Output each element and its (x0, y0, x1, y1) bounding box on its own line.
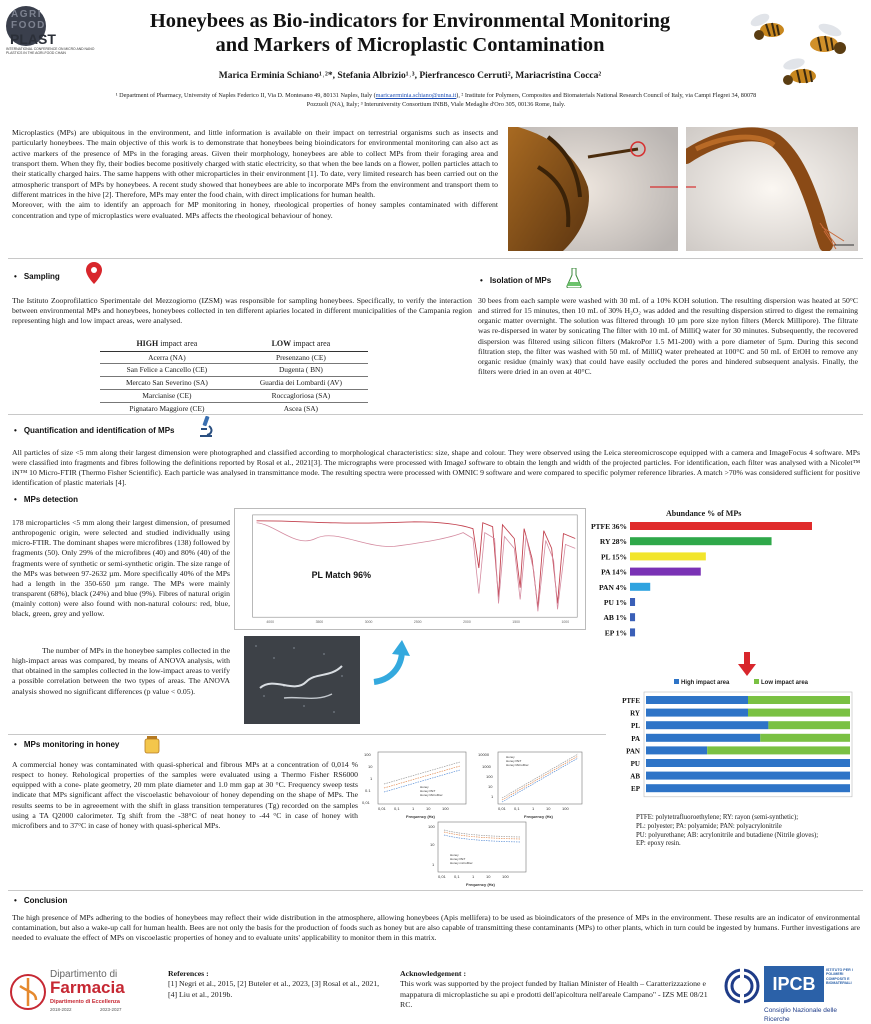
table-row: San Felice a Cancello (CE) Dugenta ( BN) (100, 364, 368, 377)
stacked-bar-segment (768, 721, 850, 729)
svg-text:0,01: 0,01 (438, 874, 446, 879)
rheology-gdoubleprime-chart (476, 748, 588, 822)
abundance-bar (630, 583, 650, 591)
svg-text:Frequency (Hz): Frequency (Hz) (524, 814, 553, 819)
abundance-bar (630, 552, 706, 560)
stacked-category-label: PA (631, 734, 640, 743)
abundance-category-label: PTFE 36% (590, 522, 627, 531)
farmacia-logo: Dipartimento di Farmacia Dipartimento di Eccellenza 2018-2022 2023-2027 (10, 966, 158, 1018)
stacked-category-label: PL (631, 722, 640, 731)
stacked-bar-segment (646, 784, 850, 792)
svg-text:10: 10 (486, 874, 491, 879)
stacked-bar-segment (646, 759, 850, 767)
abundance-category-label: AB 1% (603, 613, 627, 623)
svg-text:10: 10 (488, 784, 493, 789)
stacked-bar-segment (748, 709, 850, 717)
svg-text:1: 1 (412, 806, 415, 811)
sampling-heading: • Sampling (14, 272, 60, 281)
svg-text:100: 100 (486, 774, 493, 779)
abundance-bar (630, 613, 635, 621)
svg-text:10: 10 (426, 806, 431, 811)
quantification-text: All particles of size <5 mm along their largest dimension were photographed and classified according to morphological characteristics: size, shape and colour. They were observed using the Leica stereomicroscope equipped with a camera and ImageFocus 4 software. MPs were classified into fragments and fibres following the definitions reported by Rosal et al., 2021[3]. The micrographs were processed with ImageJ software to obtain the length and width of the projected particles. For identification, each filter was analysed with a Nicolet™ iN™ 10 Micro-FTIR (Thermo Fisher Scientific). Each particle was analysed in transmittance mode. The resulting spectra were processed with OMNIC 9 software and were compared to specific polymer reference libraries. A match >70% was considered sufficient for positive identification of plastic materials [4]. (12, 448, 860, 488)
abundance-bar-chart (590, 520, 846, 646)
abundance-category-label: PAN 4% (599, 582, 627, 592)
svg-text:1000: 1000 (561, 620, 570, 625)
table-row: Pignataro Maggiore (CE) Ascea (SA) (100, 402, 368, 415)
honeybee-icon (746, 8, 790, 48)
svg-text:10: 10 (546, 806, 551, 811)
svg-text:4000: 4000 (266, 620, 275, 625)
rheology-gprime-chart (360, 748, 472, 822)
legend-swatch (674, 679, 679, 684)
stacked-category-label: RY (630, 709, 640, 718)
quantification-heading: • Quantification and identification of MPs (14, 426, 175, 435)
svg-text:100: 100 (428, 824, 435, 829)
svg-text:100: 100 (562, 806, 569, 811)
abbreviations-legend: PTFE: polytetrafluoroethylene; RY: rayon (semi-synthetic); PL: polyester; PA: polyamide; PAN: polyacrylonitrile PU: polyurethane; AB: acrylonitrile and butadiene (Nitrile gloves); EP: epoxy resin. (636, 814, 819, 848)
svg-text:0,01: 0,01 (498, 806, 506, 811)
impact-legend (674, 679, 809, 686)
svg-text:10: 10 (430, 842, 435, 847)
ftir-spectrum-chart (234, 508, 586, 630)
svg-text:10: 10 (368, 764, 373, 769)
references: References : [1] Negri et al., 2015, [2] Buteler et al., 2023, [3] Rosal et al., 2021, [4] Liu et al., 2019b. (168, 969, 380, 999)
svg-text:1: 1 (472, 874, 475, 879)
high-impact-header: HIGH impact area (100, 338, 234, 351)
cnr-emblem-icon (724, 968, 760, 1004)
divider (8, 258, 863, 259)
divider (8, 734, 606, 735)
low-impact-header: LOW impact area (234, 338, 368, 351)
svg-text:Honey: Honey (420, 785, 429, 789)
svg-text:100: 100 (364, 752, 371, 757)
svg-text:0,1: 0,1 (394, 806, 400, 811)
stacked-bar-segment (646, 696, 748, 704)
detection-anova-text: The number of MPs in the honeybee samples collected in the high-impact areas was compared, by means of ANOVA analysis, with that obtained in the samples collected in the low-impact areas to verify a possible correlation between the two types of areas. The ANOVA analysis showed no significant differences (p value < 0.05). (12, 646, 230, 696)
svg-text:100: 100 (442, 806, 449, 811)
svg-text:1: 1 (432, 862, 435, 867)
stacked-bar-segment (760, 734, 850, 742)
affiliations: ¹ Department of Pharmacy, University of Naples Federico II, Via D. Montesano 49, 80131 Naples, Italy (maricaerminia.schiano@unina.it), ² Institute for Polymers, Composites and Biomaterials National Research Council of Italy, via Campi Flegrei 34, 80078 Pozzuoli (NA), Italy; ³ Interuniversity Consortium INBB, Viale Medaglie d'Oro 305, 00136 Rome, Italy. (115, 92, 757, 108)
bee-leg-micrograph (508, 127, 678, 251)
divider (8, 414, 863, 415)
poster-title: Honeybees as Bio-indicators for Environmental Monitoring and Markers of Microplastic Contamination (149, 10, 671, 56)
farmacia-emblem-icon (10, 970, 46, 1014)
abundance-category-label: PU 1% (603, 598, 627, 607)
authors-line: Marica Erminia Schiano¹˒²*, Stefania Albrizio¹˒³, Pierfrancesco Cerruti², Mariacristina Cocca² (218, 71, 602, 81)
abundance-bar (630, 568, 701, 576)
abundance-category-label: EP 1% (604, 628, 627, 638)
monitoring-text: A commercial honey was contaminated with quasi-spherical and fibrous MPs at a concentration of 0,014 % respect to honey. Rehological properties of the samples were evaluated using a Thermo Fisher RS6000 equipped with a cone- plate geometry, 20 mm plate diameter and 1.0 mm gap at 30 °C. Frequency sweep tests indicate that MPs significant affect the viscoelastic behavoiour of honey depending on the shape of MPs. The results seems to be in agreeement with the shift in glass transition temperatures (Tg) recorded on the samples using a TA Q2000 calorimeter. Tg shift from the -38°C of neat honey to -44 °C in case of honey with microfibers and to 37°C in case of honey with quasi-spherical MPs. (12, 760, 358, 830)
stacked-bar-segment (646, 772, 850, 780)
abundance-category-label: RY 28% (599, 537, 627, 547)
svg-text:0.1: 0.1 (365, 788, 371, 793)
legend-swatch (754, 679, 759, 684)
stacked-category-label: PTFE (622, 697, 640, 705)
arrow-icon (366, 640, 412, 688)
svg-text:1: 1 (370, 776, 373, 781)
rheology-viscosity-chart (420, 818, 532, 890)
svg-text:Honey PET: Honey PET (450, 857, 466, 861)
svg-text:0,1: 0,1 (514, 806, 520, 811)
acknowledgement: Acknowledgement : This work was supported by the project funded by Italian Minister of Health – Caratterizzazione e mappatura di microplastiche su api e prodotti dell'apicoltura nell'areale Campano" - IZS ME 08/21 RC. (400, 969, 708, 1009)
conclusion-text: The high presence of MPs adhering to the bodies of honeybees may reflect their wide distribution in the atmosphere, allowing honeybees (Apis mellifera) to be used as bioindicators of the presence of MPs in the environment. These results are an indicator of environmental contamination, but also a wake-up call for human health. Bees are not only the basis for the production of foods such as honey but are also capable of transmitting these contaminants (MPs) to other plants, which in turn could be ingested by humans. Further investigations are needed to evaluate the effect of MPs on viscoelastic properties of honey and to evaluate units' applicability to monitor them in this matrix. (12, 913, 860, 943)
stacked-bar-segment (707, 746, 850, 754)
cnr-ipcb-logo: IPCB ISTITUTO PER I POLIMERI COMPOSITI E BIOMATERIALI Consiglio Nazionale delle Ricerche (724, 966, 864, 1018)
introduction: Microplastics (MPs) are ubiquitous in the environment, and little information is available on their impact on terrestrial organisms such as insects and particularly honeybees. The main objective of this work is to demonstrate that honeybees being bioindicators for environmental monitoring can also act as active markers of the presence of MPs in the foraging areas. Given their morphology, honeybees are able to collect MPs from their foraging area and transport them. When they fly, their bodies become positively charged with static electricity, so that when the bee lands on a flower, pollen particles attach to their statically charged hairs. The same happens with other microparticles in their environment [1]. To date, very limited research has been carried out on the atmospheric transport of MPs by honeybees. A recent study showed that honeybees are able to incorporate MPs from the environment and transport them to different matrices in the hive [2]. Therefore, MPs may enter the food chain, with direct implications for human health. Moreover, with the aim to identify an approach for MP monitoring in honey, rheological properties of honey samples contaminated with different concentration and type of microplastics were evaluated. MPs affects the rheological behaviour of honey. (12, 128, 498, 220)
table-row: Mercato San Severino (SA) Guardia dei Lombardi (AV) (100, 377, 368, 390)
svg-text:Honey: Honey (450, 853, 459, 857)
honey-jar-icon (144, 736, 160, 754)
svg-text:Honey microfiber: Honey microfiber (450, 861, 473, 865)
detection-heading: • MPs detection (14, 495, 79, 504)
isolation-text: 30 bees from each sample were washed with 30 mL of a 10% KOH solution. The resulting dispersion was heated at 50°C and stirred for 15 minutes, then 10 mL of 30% H₂O₂ was added and the resulting dispersion stirred to digest the remaining organic matter overnight. The solution was filtered through 10 µm pore size nylon filters (Merck Millipore). The filtrate was re-dispersed in water by sonicating The filter with 10 mL of MilliQ water for 30 minutes. Subsequently, the recovered dispersion was filtered using silicon filters (MakroPor 1.5 M1-200) with a pore diameter of 5µm. During this second filtration step, the filter was washed with 50 mL of MilliQ water preheated at 100°C and 50 mL of EtOH to remove any organic residue (mainly wax) that could have easily occluded the pores and hindered subsequent analysis. Finally, the filters were dried in an oven at 40°C. (478, 296, 858, 377)
down-arrow-icon (738, 652, 756, 676)
microplastic-fibre-micrograph (686, 127, 858, 251)
svg-text:Honey PET: Honey PET (420, 789, 436, 793)
legend-label: Low impact area (761, 680, 809, 686)
agrifoodplast-logo: AGRI FOOD PLAST INTERNATIONAL CONFERENCE ON MICRO AND NANO PLASTICS IN THE AGRI-FOOD CHAIN (6, 6, 100, 58)
divider (8, 890, 863, 891)
abundance-bar (630, 537, 772, 545)
legend-label: High impact area (681, 680, 730, 686)
stacked-bar-segment (748, 696, 850, 704)
honeybee-icon (778, 52, 826, 94)
svg-text:Frequency (Hz): Frequency (Hz) (406, 814, 435, 819)
abundance-category-label: PA 14% (601, 567, 627, 577)
svg-text:0,01: 0,01 (378, 806, 386, 811)
svg-text:Honey Microfiber: Honey Microfiber (506, 763, 529, 767)
abundance-category-label: PL 15% (600, 552, 627, 562)
abundance-bar (630, 598, 635, 606)
stacked-category-label: AB (630, 772, 640, 781)
svg-text:3000: 3000 (364, 620, 373, 625)
abundance-chart-title: Abundance % of MPs (666, 509, 742, 518)
detection-text: 178 microparticles <5 mm along their largest dimension, of presumed anthropogenic origin, were selected and studied individually using micro-FTIR. The dominant shapes were microfibres (138) followed by fragments (50). Only 29% of the microfibres (40) and 80% (40) of the fragments were of synthetic or semi-synthetic origin. The size range of the MPs was between 97-2632 µm. More specifically 40% of the MPs had a length in the 350-650 µm range. The MPs were mainly transparent (68%), black (24%) and blue (9%). Fibres of natural origin (mainly cotton) were also found with non-natural colours: red, blue, black, green, grey and yellow. (12, 518, 230, 619)
svg-text:1: 1 (491, 794, 494, 799)
abundance-bar (630, 522, 812, 530)
svg-text:3500: 3500 (315, 620, 324, 625)
conclusion-heading: • Conclusion (14, 896, 68, 905)
stacked-bar-segment (646, 721, 768, 729)
monitoring-heading: • MPs monitoring in honey (14, 740, 120, 749)
svg-text:1000: 1000 (482, 764, 491, 769)
spectrum-match-label: PL Match 96% (311, 569, 371, 580)
stacked-category-label: PU (630, 760, 640, 768)
stacked-category-label: PAN (626, 747, 640, 756)
stacked-category-label: EP (631, 785, 640, 794)
microscope-icon (196, 416, 214, 438)
svg-text:1500: 1500 (512, 620, 520, 625)
impact-stacked-chart (616, 676, 856, 798)
abundance-bar (630, 628, 635, 636)
svg-text:2500: 2500 (413, 620, 422, 625)
svg-text:Honey Microfiber: Honey Microfiber (420, 793, 443, 797)
stacked-bar-segment (646, 746, 707, 754)
svg-text:0,01: 0,01 (362, 800, 370, 805)
sampling-areas-table (100, 338, 368, 415)
isolation-heading: • Isolation of MPs (480, 276, 552, 285)
email-link[interactable]: maricaerminia.schiano@unina.it (375, 92, 457, 99)
svg-text:100: 100 (502, 874, 509, 879)
flask-icon (566, 268, 582, 288)
svg-text:Honey PET: Honey PET (506, 759, 522, 763)
sampling-text: The Istituto Zooprofilattico Sperimentale del Mezzogiorno (IZSM) was responsible for sampling honeybees. Specifically, to verify the interaction between environmental MPs and honeybees, honeybees collected in ten different apiaries located in different municipalities of the Campania region representing high and low impact areas, were analysed. (12, 296, 472, 326)
plot-frame (644, 692, 852, 797)
svg-text:2000: 2000 (463, 620, 471, 625)
stacked-bar-segment (646, 709, 748, 717)
map-pin-icon (86, 262, 102, 284)
filter-micrograph (244, 636, 360, 724)
svg-text:0,1: 0,1 (454, 874, 460, 879)
stacked-bar-segment (646, 734, 760, 742)
svg-text:1: 1 (532, 806, 535, 811)
svg-text:10000: 10000 (478, 752, 490, 757)
table-row: Acerra (NA) Presenzano (CE) (100, 351, 368, 364)
svg-text:Frequency (Hz): Frequency (Hz) (466, 882, 495, 887)
table-row: Marcianise (CE) Roccagloriosa (SA) (100, 389, 368, 402)
svg-text:Honey: Honey (506, 755, 515, 759)
